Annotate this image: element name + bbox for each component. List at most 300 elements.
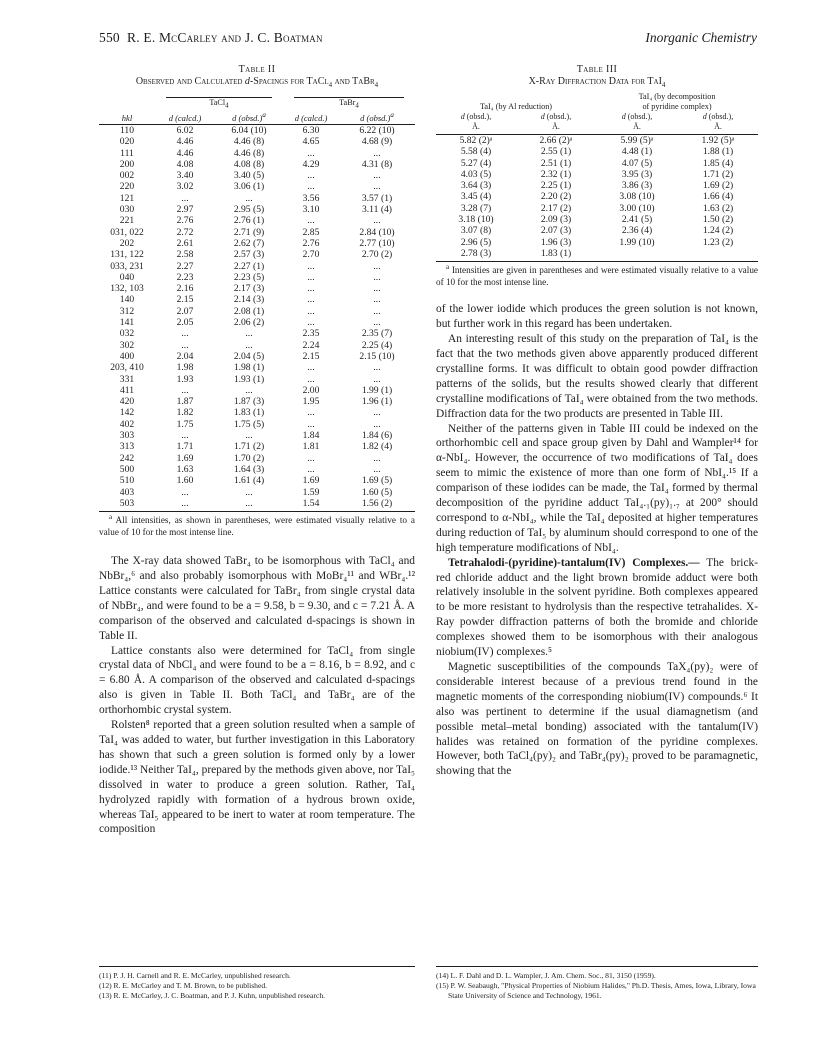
table-cell: 6.30	[302, 125, 320, 136]
table-cell: 2.76	[176, 215, 194, 227]
table-cell: 1.24 (2)	[702, 225, 734, 237]
section-paragraph: Tetrahalodi-(pyridine)-tantalum(IV) Complexes.— The brick-red chloride adduct and the light brown bromide adduct were both relatively insoluble in the solvent pyridine. Both complexes appeared to be more resistant to hydrolysis than the respective tetrahalides. X-Ray powder diffraction patterns of both the bromide and chloride complexes showed them to be isomorphous with their analogous niobium(IV) complexes.⁵	[436, 556, 758, 659]
table-cell: ...	[245, 430, 253, 442]
table-cell: 411	[119, 384, 135, 396]
table-cell: 2.08 (1)	[233, 305, 265, 317]
table-cell: 2.16	[176, 283, 194, 295]
table-row	[436, 158, 758, 169]
table-cell: 3.02	[176, 181, 194, 193]
table-cell: 3.57 (1)	[361, 192, 393, 204]
table-cell: 4.48 (1)	[621, 146, 653, 158]
table-row	[99, 362, 415, 373]
table-row	[99, 317, 415, 328]
table-cell: 020	[119, 136, 135, 148]
col-obsd-br: d (obsd.)$^a$	[360, 111, 394, 123]
table-cell: ...	[373, 463, 381, 475]
table-cell: 2.32 (1)	[540, 168, 572, 180]
table-cell: ...	[373, 271, 381, 283]
col-d-obsd: d (obsd.), Å.	[540, 112, 572, 131]
table-cell: 032	[119, 328, 135, 340]
reference: (14) L. F. Dahl and D. L. Wampler, J. Am. Chem. Soc., 81, 3150 (1959).	[436, 971, 656, 980]
table-cell: ...	[307, 362, 315, 374]
table-cell: 1.71 (2)	[233, 441, 265, 453]
table-cell: 221	[119, 215, 135, 227]
paragraph: of the lower iodide which produces the green solution is not known, but further work in this regard has been undertaken.	[436, 303, 758, 331]
paragraph: Magnetic susceptibilities of the compounds TaX₄(py)₂ were of considerable interest because of a previous trend found in the magnetic moments of the corresponding niobium(IV) compounds.⁶ It also was pertinent to determine if the usual diamagnetism (and possible metal–metal bonding) associated with the tantalum(IV) halides was retained on formation of the pyridine complexes. However, both TaCl₄(py)₂ and TaBr₄(py)₂ proved to be paramagnetic, showing that the	[436, 661, 758, 778]
table-cell: ...	[307, 305, 315, 317]
table-cell: 1.69 (2)	[702, 180, 734, 192]
table-cell: 3.08 (10)	[619, 191, 655, 203]
table-cell: 3.40 (5)	[233, 170, 265, 182]
table3-label: Table III	[576, 64, 618, 75]
table-cell: 1.96 (3)	[540, 236, 572, 248]
table-row	[99, 294, 415, 305]
table-cell: 1.83 (1)	[233, 407, 265, 419]
table-cell: ...	[373, 407, 381, 419]
table-cell: 1.95	[302, 396, 320, 408]
table-cell: 2.15	[176, 294, 194, 306]
table2-label: Table II	[238, 64, 276, 75]
table-cell: ...	[181, 328, 189, 340]
table-cell: 400	[119, 350, 135, 362]
table-row	[436, 146, 758, 157]
table-row	[99, 125, 415, 137]
table-cell: ...	[373, 362, 381, 374]
table-cell: 331	[119, 373, 135, 385]
table-cell: ...	[373, 181, 381, 193]
table-cell: 2.25 (1)	[540, 180, 572, 192]
table-cell: ...	[373, 373, 381, 385]
right-column	[436, 64, 758, 779]
table-cell: 1.88 (1)	[702, 146, 734, 158]
table-cell: ...	[373, 418, 381, 430]
table-row	[436, 214, 758, 225]
table-cell: 1.98 (1)	[233, 362, 265, 374]
table-cell: ...	[373, 294, 381, 306]
table-cell: 2.04 (5)	[233, 350, 265, 362]
table-cell: 2.35	[302, 328, 320, 340]
table-cell: 1.81	[302, 441, 320, 453]
table-cell: ...	[181, 384, 189, 396]
footnotes-right	[436, 966, 758, 1002]
table-row	[99, 215, 415, 226]
table-cell: 111	[120, 147, 134, 159]
table-cell: 2.00	[302, 384, 320, 396]
table-cell: 6.22 (10)	[359, 125, 395, 136]
table-cell: 1.82 (4)	[361, 441, 393, 453]
table3	[436, 92, 758, 259]
table-row	[99, 498, 415, 509]
table-cell: 131, 122	[110, 249, 144, 261]
table-cell: ...	[307, 283, 315, 295]
page-header-left	[99, 30, 323, 46]
table-cell: 302	[119, 339, 135, 351]
table-cell: ...	[373, 260, 381, 272]
table-cell: ...	[307, 418, 315, 430]
table-cell: 4.46 (8)	[233, 147, 265, 159]
table-row	[99, 351, 415, 362]
table-cell: 1.92 (5)ᵃ	[701, 135, 735, 146]
table-cell: 2.72	[176, 226, 194, 238]
table-cell: 2.07	[176, 305, 194, 317]
table-cell: 1.98	[176, 362, 194, 374]
table3-title: X-Ray Diffraction Data for TaI$_4$	[528, 76, 666, 89]
table-row	[99, 385, 415, 396]
table-cell: ...	[373, 147, 381, 159]
table-cell: 1.60	[176, 475, 194, 487]
table-cell: 2.36 (4)	[621, 225, 653, 237]
table-cell: 5.27 (4)	[460, 157, 492, 169]
group-pyridine: TaI₄ (by decomposition of pyridine complex)	[638, 92, 716, 111]
table-cell: 1.85 (4)	[702, 157, 734, 169]
table-cell: 1.56 (2)	[361, 497, 393, 509]
table-cell: 2.70	[302, 249, 320, 261]
paragraph: Lattice constants also were determined for TaCl₄ from single crystal data of NbCl₄ and were found to be a = 8.16, b = 8.92, and c = 6.80 Å. A comparison of the observed and calculated d-spacings also is given in Table II. Both TaCl₄ and TaBr₄ are of the orthorhombic crystal system.	[99, 644, 415, 717]
table-row	[99, 159, 415, 170]
table-cell: 031, 022	[110, 226, 144, 238]
table2-column-header	[99, 113, 415, 125]
table-row	[99, 238, 415, 249]
table-cell: ...	[373, 215, 381, 227]
table-row	[99, 148, 415, 159]
table-cell: 203, 410	[110, 362, 144, 374]
table-cell: 1.71 (2)	[702, 168, 734, 180]
table-cell: 2.15 (10)	[359, 350, 395, 362]
table-cell: 2.85	[302, 226, 320, 238]
table-cell: 1.59	[302, 486, 320, 498]
table-cell: 220	[119, 181, 135, 193]
table-cell: 1.84	[302, 430, 320, 442]
table-row	[99, 441, 415, 452]
table-row	[99, 272, 415, 283]
reference: (11) P. J. H. Carnell and R. E. McCarley, unpublished research.	[99, 971, 291, 980]
table-cell: 1.93	[176, 373, 194, 385]
table-cell: 1.82	[176, 407, 194, 419]
table-cell	[596, 248, 678, 259]
table-cell: 4.46	[176, 136, 194, 148]
table-row	[99, 464, 415, 475]
table-cell: 2.77 (10)	[359, 237, 395, 249]
table-row	[99, 181, 415, 192]
table-cell: 1.66 (4)	[702, 191, 734, 203]
table-cell: 3.56	[302, 192, 320, 204]
table-cell: 200	[119, 158, 135, 170]
table-cell: ...	[307, 407, 315, 419]
table-cell: 140	[119, 294, 135, 306]
table-cell: 2.09 (3)	[540, 214, 572, 226]
table-cell: ...	[307, 271, 315, 283]
table-cell: 2.71 (9)	[233, 226, 265, 238]
table-cell: 2.15	[302, 350, 320, 362]
table-cell: 2.96 (5)	[460, 236, 492, 248]
table-cell: 142	[119, 407, 135, 419]
table-cell: 4.46	[176, 147, 194, 159]
table-cell: ...	[181, 430, 189, 442]
table-cell: 4.07 (5)	[621, 157, 653, 169]
table-row	[99, 204, 415, 215]
table-cell: ...	[373, 170, 381, 182]
col-d-obsd: d (obsd.), Å.	[460, 112, 492, 131]
table-cell: 2.97	[176, 204, 194, 216]
table-cell: 1.75 (5)	[233, 418, 265, 430]
table-cell: ...	[245, 192, 253, 204]
left-body-text	[99, 554, 415, 837]
table-row	[99, 249, 415, 260]
table-cell: 312	[119, 305, 135, 317]
table-cell: 4.03 (5)	[460, 168, 492, 180]
table-cell: 303	[119, 430, 135, 442]
table-row	[99, 340, 415, 351]
table-cell: 2.23	[176, 271, 194, 283]
group-tacl4: TaCl$_4$	[166, 97, 272, 108]
table-cell: 1.99 (10)	[619, 236, 655, 248]
table-cell: ...	[373, 305, 381, 317]
table-cell: 2.62 (7)	[233, 237, 265, 249]
table-cell: ...	[307, 260, 315, 272]
col-d-obsd: d (obsd.), Å.	[702, 112, 734, 131]
table-row	[436, 169, 758, 180]
table-cell: 2.04	[176, 350, 194, 362]
table-cell: 6.04 (10)	[231, 125, 267, 136]
table-cell: 4.65	[302, 136, 320, 148]
group-al-reduction: TaI₄ (by Al reduction)	[479, 102, 553, 111]
table-cell: ...	[245, 328, 253, 340]
col-calcd-br: d (calcd.)	[294, 113, 328, 123]
table-cell: 2.57 (3)	[233, 249, 265, 261]
table3-footnote: $^a$ Intensities are given in parentheses and were estimated visually relative to a value of 10 for the most intense line.	[436, 263, 758, 288]
table-cell: 202	[119, 237, 135, 249]
table-row	[436, 135, 758, 147]
table-cell: ...	[307, 147, 315, 159]
table-cell: 1.84 (6)	[361, 430, 393, 442]
table-cell: 2.27 (1)	[233, 260, 265, 272]
table2-title: Observed and Calculated d-Spacings for TaCl$_4$ and TaBr$_4$	[135, 76, 379, 89]
table-cell: ...	[373, 283, 381, 295]
table3-column-header	[436, 112, 758, 131]
running-head	[99, 30, 757, 50]
table-cell: 2.55 (1)	[540, 146, 572, 158]
table-cell: 2.61	[176, 237, 194, 249]
table-cell: 402	[119, 418, 135, 430]
table-cell	[678, 248, 758, 259]
table-cell: 420	[119, 396, 135, 408]
table-cell: 4.46 (8)	[233, 136, 265, 148]
table-cell: ...	[245, 339, 253, 351]
table-cell: 3.95 (3)	[621, 168, 653, 180]
table-cell: ...	[245, 486, 253, 498]
table-cell: ...	[181, 339, 189, 351]
table2-footnote: $^a$ All intensities, as shown in parentheses, were estimated visually relative to a value of 10 for the most intense line.	[99, 513, 415, 538]
table-cell: 141	[119, 317, 135, 329]
table-cell: 1.83 (1)	[540, 247, 572, 259]
table-row	[99, 419, 415, 430]
table-row	[436, 203, 758, 214]
table-cell: 1.63	[176, 463, 194, 475]
table-cell: 2.25 (4)	[361, 339, 393, 351]
table3-group-header	[436, 92, 758, 112]
table-cell: 2.95 (5)	[233, 204, 265, 216]
table-cell: 2.76 (1)	[233, 215, 265, 227]
table-cell: 3.10	[302, 204, 320, 216]
table-cell: 4.08 (8)	[233, 158, 265, 170]
left-column	[99, 64, 415, 837]
table-row	[99, 136, 415, 147]
table-cell: 3.28 (7)	[460, 202, 492, 214]
table-row	[99, 193, 415, 204]
table-cell: ...	[307, 294, 315, 306]
table-cell: 1.61 (4)	[233, 475, 265, 487]
table-cell: 110	[119, 125, 135, 136]
table-cell: 2.76	[302, 237, 320, 249]
table-row	[99, 396, 415, 407]
table-cell: 1.54	[302, 497, 320, 509]
table-cell: ...	[307, 463, 315, 475]
table-cell: 2.70 (2)	[361, 249, 393, 261]
table-row	[436, 191, 758, 202]
table-cell: ...	[307, 317, 315, 329]
table-cell: 1.63 (2)	[702, 202, 734, 214]
table-cell: 002	[119, 170, 135, 182]
table-cell: 6.02	[176, 125, 194, 136]
table-cell: 3.00 (10)	[619, 202, 655, 214]
table-cell: 1.50 (2)	[702, 214, 734, 226]
table-cell: ...	[307, 452, 315, 464]
table-cell: 2.35 (7)	[361, 328, 393, 340]
col-calcd-cl: d (calcd.)	[168, 113, 202, 123]
reference: (15) P. W. Seabaugh, "Physical Properties of Niobium Halides," Ph.D. Thesis, Ames, Iowa, Library, Iowa State University of Science and Technology, 1961.	[436, 981, 756, 1001]
table-cell: ...	[181, 192, 189, 204]
table-cell: 2.78 (3)	[460, 247, 492, 259]
col-hkl: hkl	[121, 113, 133, 123]
table-cell: 1.69 (5)	[361, 475, 393, 487]
table-row	[99, 328, 415, 339]
table2	[99, 92, 415, 509]
table-cell: ...	[245, 384, 253, 396]
table-cell: 1.71	[176, 441, 194, 453]
table-row	[99, 261, 415, 272]
table-cell: 5.99 (5)ᵃ	[620, 135, 654, 146]
section-heading: Tetrahalodi-(pyridine)-tantalum(IV) Complexes.—	[448, 556, 700, 569]
table-cell: 2.17 (3)	[233, 283, 265, 295]
table-cell: 1.87	[176, 396, 194, 408]
table-cell: 2.17 (2)	[540, 202, 572, 214]
table-cell: 3.40	[176, 170, 194, 182]
table-row	[436, 180, 758, 191]
table-cell: 1.87 (3)	[233, 396, 265, 408]
table-cell: 2.14 (3)	[233, 294, 265, 306]
table-cell: 1.96 (1)	[361, 396, 393, 408]
table-cell: 4.68 (9)	[361, 136, 393, 148]
paragraph: Neither of the patterns given in Table III could be indexed on the orthorhombic cell and space group given by Dahl and Wampler¹⁴ for α-NbI₄. However, the occurrence of two modifications of TaI₄ does seem to mimic the existence of more than one form of NbI₄.¹⁵ If a comparison of these iodides can be made, the TaI₄ formed by thermal decomposition of the pyridine adduct TaI₄.₁(py)₁.₇ at 200° should correspond to α-NbI₄, while the TaI₄ deposited at higher temperatures during reduction of TaI₅ by aluminum should correspond to one of the high temperature modifications of NbI₄.	[436, 422, 758, 554]
table-cell: 040	[119, 271, 135, 283]
table-cell: 2.58	[176, 249, 194, 261]
table-cell: 5.58 (4)	[460, 146, 492, 158]
table-row	[99, 227, 415, 238]
table-cell: 1.75	[176, 418, 194, 430]
table-cell: 503	[119, 497, 135, 509]
table-cell: 1.99 (1)	[361, 384, 393, 396]
table-cell: 3.18 (10)	[458, 214, 494, 226]
paragraph: The X-ray data showed TaBr₄ to be isomorphous with TaCl₄ and NbBr₄,⁶ and also probably isomorphous with MoBr₄¹¹ and WBr₄.¹² Lattice constants were calculated for TaBr₄ from single crystal data of NbBr₄, and were found to be a = 9.58, b = 9.30, and c = 7.21 Å. A comparison of the observed and calculated d-spacings is shown in Table II.	[99, 555, 415, 642]
table-cell: 1.93 (1)	[233, 373, 265, 385]
table-cell: 033, 231	[110, 260, 144, 272]
table-cell: ...	[181, 497, 189, 509]
col-obsd-cl: d (obsd.)$^a$	[232, 111, 266, 123]
table-row	[99, 407, 415, 418]
table-row	[99, 475, 415, 486]
table-cell: 2.66 (2)ᵃ	[539, 135, 573, 146]
table2-group-header	[99, 92, 415, 113]
footnotes-left	[99, 966, 415, 1002]
table-cell: 510	[119, 475, 135, 487]
table-cell: 2.07 (3)	[540, 225, 572, 237]
table-row	[99, 170, 415, 181]
table-cell: ...	[373, 452, 381, 464]
table-row	[99, 374, 415, 385]
reference: (12) R. E. McCarley and T. M. Brown, to be published.	[99, 981, 268, 991]
table-cell: 242	[119, 452, 135, 464]
table-row	[99, 306, 415, 317]
table-cell: 2.24	[302, 339, 320, 351]
table-cell: 5.82 (2)ᵃ	[459, 135, 493, 146]
table-cell: 3.06 (1)	[233, 181, 265, 193]
reference: (13) R. E. McCarley, J. C. Boatman, and P. J. Kuhn, unpublished research.	[99, 991, 326, 1001]
table-cell: 132, 103	[110, 283, 144, 295]
paragraph: Rolsten⁸ reported that a green solution resulted when a sample of TaI₄ was added to water, but further investigation in this Laboratory has shown that such a green solution is formed only by a lower iodide.¹³ Neither TaI₄, prepared by the methods given above, nor TaI₅ dissolved in water to produce a green solution. Rather, TaI₄ hydrolyzed rapidly with formation of a hydrous brown oxide, whereas TaI₅ appeared to be inert to water at room temperature. The composition	[99, 719, 415, 836]
table-row	[436, 248, 758, 259]
table-row	[436, 225, 758, 236]
table-cell: ...	[181, 486, 189, 498]
table-row	[99, 487, 415, 498]
table-cell: 4.31 (8)	[361, 158, 393, 170]
table-cell: ...	[307, 373, 315, 385]
table-cell: 4.29	[302, 158, 320, 170]
table-cell: 2.27	[176, 260, 194, 272]
table-cell: 2.84 (10)	[359, 226, 395, 238]
table-cell: 2.41 (5)	[621, 214, 653, 226]
authors: R. E. McCarley and J. C. Boatman	[127, 30, 323, 45]
journal-name: Inorganic Chemistry	[645, 30, 757, 45]
paragraph: An interesting result of this study on the preparation of TaI₄ is the fact that the two methods given above apparently produced different crystalline forms. It was difficult to obtain good powder diffraction patterns of the solids, but the results showed clearly that different crystalline modifications of TaI₄ were obtained from the two methods. Diffraction data for the two products are presented in Table III.	[436, 333, 758, 420]
table-cell: 3.11 (4)	[361, 204, 393, 216]
table-row	[99, 430, 415, 441]
table-cell: 1.60 (5)	[361, 486, 393, 498]
table-cell: ...	[245, 497, 253, 509]
table-cell: 500	[119, 463, 135, 475]
table-cell: 3.64 (3)	[460, 180, 492, 192]
table-cell: 030	[119, 204, 135, 216]
table-row	[436, 237, 758, 248]
table-cell: 121	[119, 192, 135, 204]
table-row	[99, 453, 415, 464]
table-cell: ...	[373, 317, 381, 329]
col-d-obsd: d (obsd.), Å.	[621, 112, 653, 131]
table-cell: 403	[119, 486, 135, 498]
table-cell: ...	[307, 170, 315, 182]
table-cell: 1.23 (2)	[702, 236, 734, 248]
group-tabr4: TaBr$_4$	[294, 97, 404, 108]
right-body-text	[436, 302, 758, 779]
table-row	[99, 283, 415, 294]
table-cell: 1.69	[176, 452, 194, 464]
table-cell: 1.70 (2)	[233, 452, 265, 464]
table-cell: 1.69	[302, 475, 320, 487]
table-cell: ...	[307, 181, 315, 193]
table-cell: 2.51 (1)	[540, 157, 572, 169]
table-cell: 3.07 (8)	[460, 225, 492, 237]
table-cell: 3.86 (3)	[621, 180, 653, 192]
table-cell: 2.20 (2)	[540, 191, 572, 203]
